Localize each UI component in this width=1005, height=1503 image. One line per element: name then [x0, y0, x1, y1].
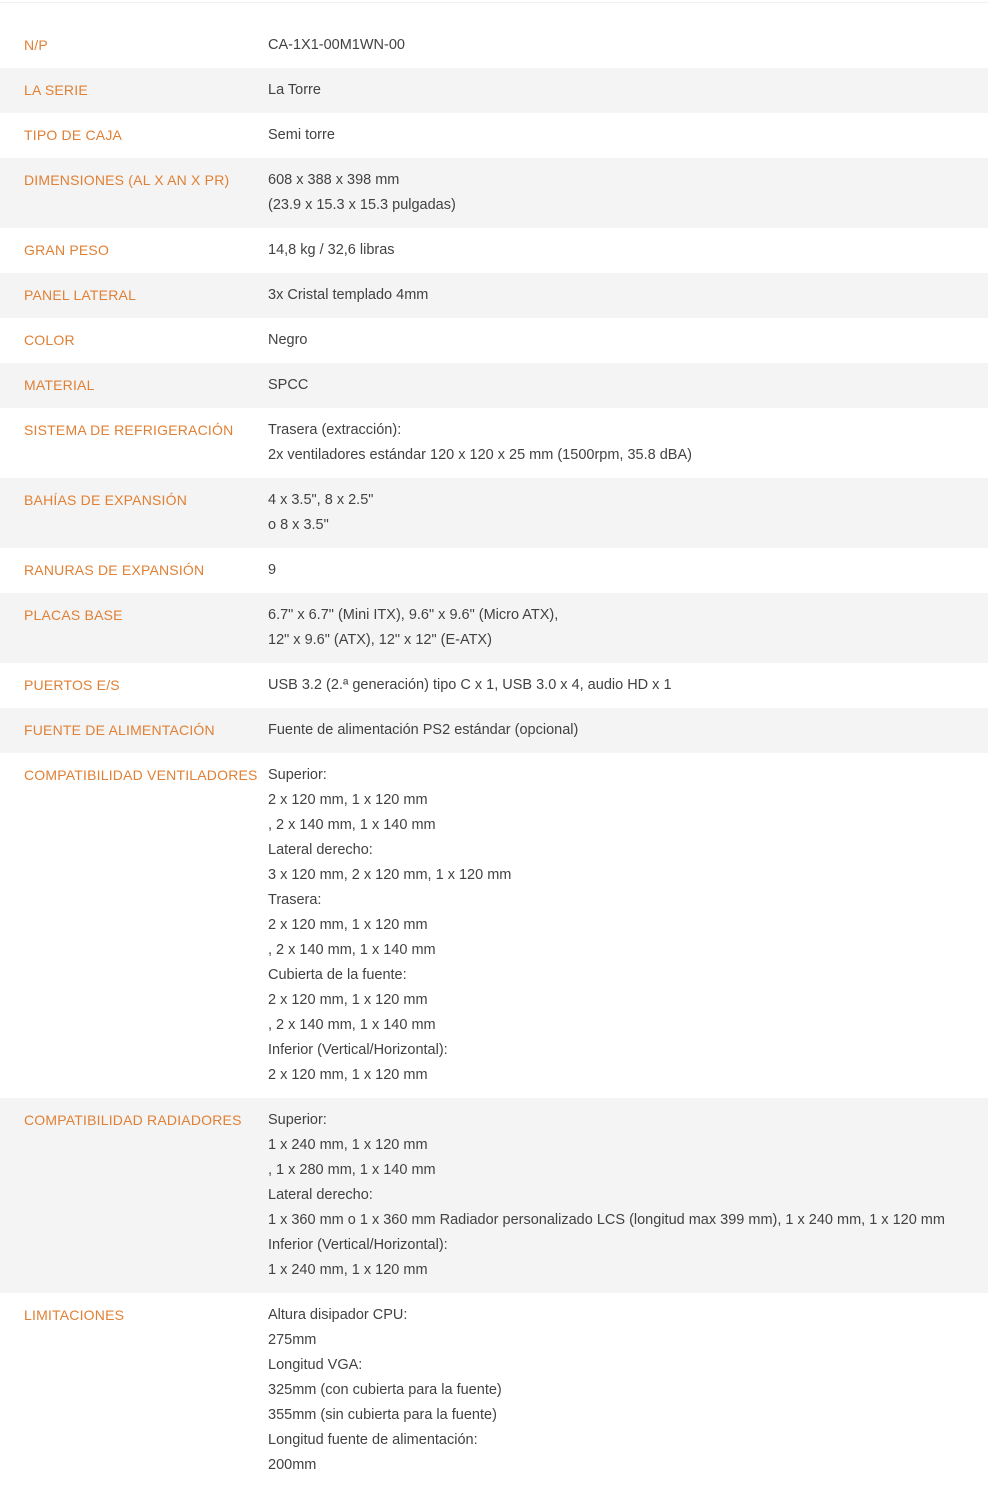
- spec-value-line: 1 x 240 mm, 1 x 120 mm: [268, 1262, 428, 1278]
- spec-value-line: Lateral derecho:: [268, 842, 373, 858]
- spec-row-label: LA SERIE: [24, 82, 88, 98]
- spec-value-line: 3x Cristal templado 4mm: [268, 287, 429, 303]
- spec-row-label: COLOR: [24, 332, 75, 348]
- spec-value-line: SPCC: [268, 377, 309, 393]
- spec-row-value: [268, 283, 978, 308]
- spec-value-line: Superior:: [268, 767, 327, 783]
- spec-value-line: 608 x 388 x 398 mm: [268, 172, 400, 188]
- table-row: [0, 68, 988, 113]
- table-row: [0, 1098, 988, 1293]
- spec-row-value: [268, 558, 978, 583]
- spec-value-line: Semi torre: [268, 127, 335, 143]
- spec-row-label: LIMITACIONES: [24, 1307, 125, 1323]
- spec-value-line: Inferior (Vertical/Horizontal):: [268, 1237, 448, 1253]
- spec-row-label: BAHÍAS DE EXPANSIÓN: [24, 492, 188, 508]
- spec-value-line: 325mm (con cubierta para la fuente): [268, 1382, 502, 1398]
- spec-row-label: GRAN PESO: [24, 242, 110, 258]
- spec-value-line: 200mm: [268, 1457, 317, 1473]
- table-row: [0, 228, 988, 273]
- spec-value-line: Altura disipador CPU:: [268, 1307, 408, 1323]
- spec-value-line: , 1 x 280 mm, 1 x 140 mm: [268, 1162, 436, 1178]
- spec-value-line: 6.7" x 6.7" (Mini ITX), 9.6" x 9.6" (Micro ATX),: [268, 607, 559, 623]
- spec-value-line: o 8 x 3.5": [268, 517, 329, 533]
- spec-row-value: [268, 488, 978, 538]
- spec-row-value: [268, 33, 978, 58]
- spec-row-value: [268, 78, 978, 103]
- table-row: [0, 23, 988, 68]
- table-row: [0, 548, 988, 593]
- spec-value-line: 14,8 kg / 32,6 libras: [268, 242, 395, 258]
- table-row: [0, 593, 988, 663]
- spec-value-line: 355mm (sin cubierta para la fuente): [268, 1407, 497, 1423]
- spec-value-line: Negro: [268, 332, 308, 348]
- spec-value-line: Fuente de alimentación PS2 estándar (opcional): [268, 722, 579, 738]
- spec-value-line: Lateral derecho:: [268, 1187, 373, 1203]
- table-row: [0, 318, 988, 363]
- spec-row-value: [268, 328, 978, 353]
- spec-row-label: PANEL LATERAL: [24, 287, 137, 303]
- table-row: [0, 478, 988, 548]
- spec-value-line: (23.9 x 15.3 x 15.3 pulgadas): [268, 197, 456, 213]
- spec-row-label: COMPATIBILIDAD RADIADORES: [24, 1112, 242, 1128]
- spec-value-line: Longitud fuente de alimentación:: [268, 1432, 478, 1448]
- spec-row-label: TIPO DE CAJA: [24, 127, 123, 143]
- spec-row-value: [268, 763, 978, 1088]
- spec-value-line: , 2 x 140 mm, 1 x 140 mm: [268, 817, 436, 833]
- spec-value-line: 2x ventiladores estándar 120 x 120 x 25 mm (1500rpm, 35.8 dBA): [268, 447, 692, 463]
- spec-row-label: DIMENSIONES (AL X AN X PR): [24, 172, 230, 188]
- spec-value-line: , 2 x 140 mm, 1 x 140 mm: [268, 942, 436, 958]
- spec-row-label: COMPATIBILIDAD VENTILADORES: [24, 767, 258, 783]
- spec-row-value: [268, 1303, 978, 1478]
- table-row: [0, 113, 988, 158]
- spec-value-line: USB 3.2 (2.ª generación) tipo C x 1, USB 3.0 x 4, audio HD x 1: [268, 677, 672, 693]
- table-row: [0, 753, 988, 1098]
- spec-row-value: [268, 1108, 978, 1283]
- spec-value-line: Trasera (extracción):: [268, 422, 402, 438]
- spec-value-line: 2 x 120 mm, 1 x 120 mm: [268, 792, 428, 808]
- spec-table: [0, 2, 988, 1488]
- table-row: [0, 363, 988, 408]
- spec-value-line: 2 x 120 mm, 1 x 120 mm: [268, 1067, 428, 1083]
- spec-value-line: 9: [268, 562, 277, 578]
- spec-row-value: [268, 418, 978, 468]
- spec-value-line: 1 x 360 mm o 1 x 360 mm Radiador personalizado LCS (longitud max 399 mm), 1 x 240 mm, 1 x 120 mm: [268, 1212, 945, 1228]
- spec-value-line: , 2 x 140 mm, 1 x 140 mm: [268, 1017, 436, 1033]
- spec-value-line: Longitud VGA:: [268, 1357, 363, 1373]
- spec-row-value: [268, 238, 978, 263]
- spec-row-label: N/P: [24, 37, 48, 53]
- spec-row-value: [268, 373, 978, 398]
- spec-row-value: [268, 123, 978, 148]
- spec-value-line: Superior:: [268, 1112, 327, 1128]
- spec-value-line: Inferior (Vertical/Horizontal):: [268, 1042, 448, 1058]
- table-row: [0, 1293, 988, 1488]
- spec-row-label: FUENTE DE ALIMENTACIÓN: [24, 722, 215, 738]
- spec-value-line: 3 x 120 mm, 2 x 120 mm, 1 x 120 mm: [268, 867, 512, 883]
- spec-row-value: [268, 603, 978, 653]
- spec-row-label: RANURAS DE EXPANSIÓN: [24, 562, 205, 578]
- spec-value-line: CA-1X1-00M1WN-00: [268, 37, 405, 53]
- spec-value-line: 2 x 120 mm, 1 x 120 mm: [268, 917, 428, 933]
- spec-row-label: PLACAS BASE: [24, 607, 123, 623]
- spec-row-value: [268, 168, 978, 218]
- spec-value-line: Trasera:: [268, 892, 322, 908]
- spec-row-label: MATERIAL: [24, 377, 95, 393]
- table-row: [0, 273, 988, 318]
- spec-value-line: 12" x 9.6" (ATX), 12" x 12" (E-ATX): [268, 632, 492, 648]
- table-row: [0, 708, 988, 753]
- spec-row-value: [268, 718, 978, 743]
- spec-value-line: 4 x 3.5", 8 x 2.5": [268, 492, 374, 508]
- table-row: [0, 408, 988, 478]
- spec-value-line: Cubierta de la fuente:: [268, 967, 407, 983]
- table-row: [0, 158, 988, 228]
- spec-row-label: PUERTOS E/S: [24, 677, 120, 693]
- spec-row-value: [268, 673, 978, 698]
- table-row: [0, 663, 988, 708]
- spec-value-line: 2 x 120 mm, 1 x 120 mm: [268, 992, 428, 1008]
- spec-value-line: La Torre: [268, 82, 321, 98]
- spec-value-line: 275mm: [268, 1332, 317, 1348]
- spec-value-line: 1 x 240 mm, 1 x 120 mm: [268, 1137, 428, 1153]
- spec-row-label: SISTEMA DE REFRIGERACIÓN: [24, 422, 234, 438]
